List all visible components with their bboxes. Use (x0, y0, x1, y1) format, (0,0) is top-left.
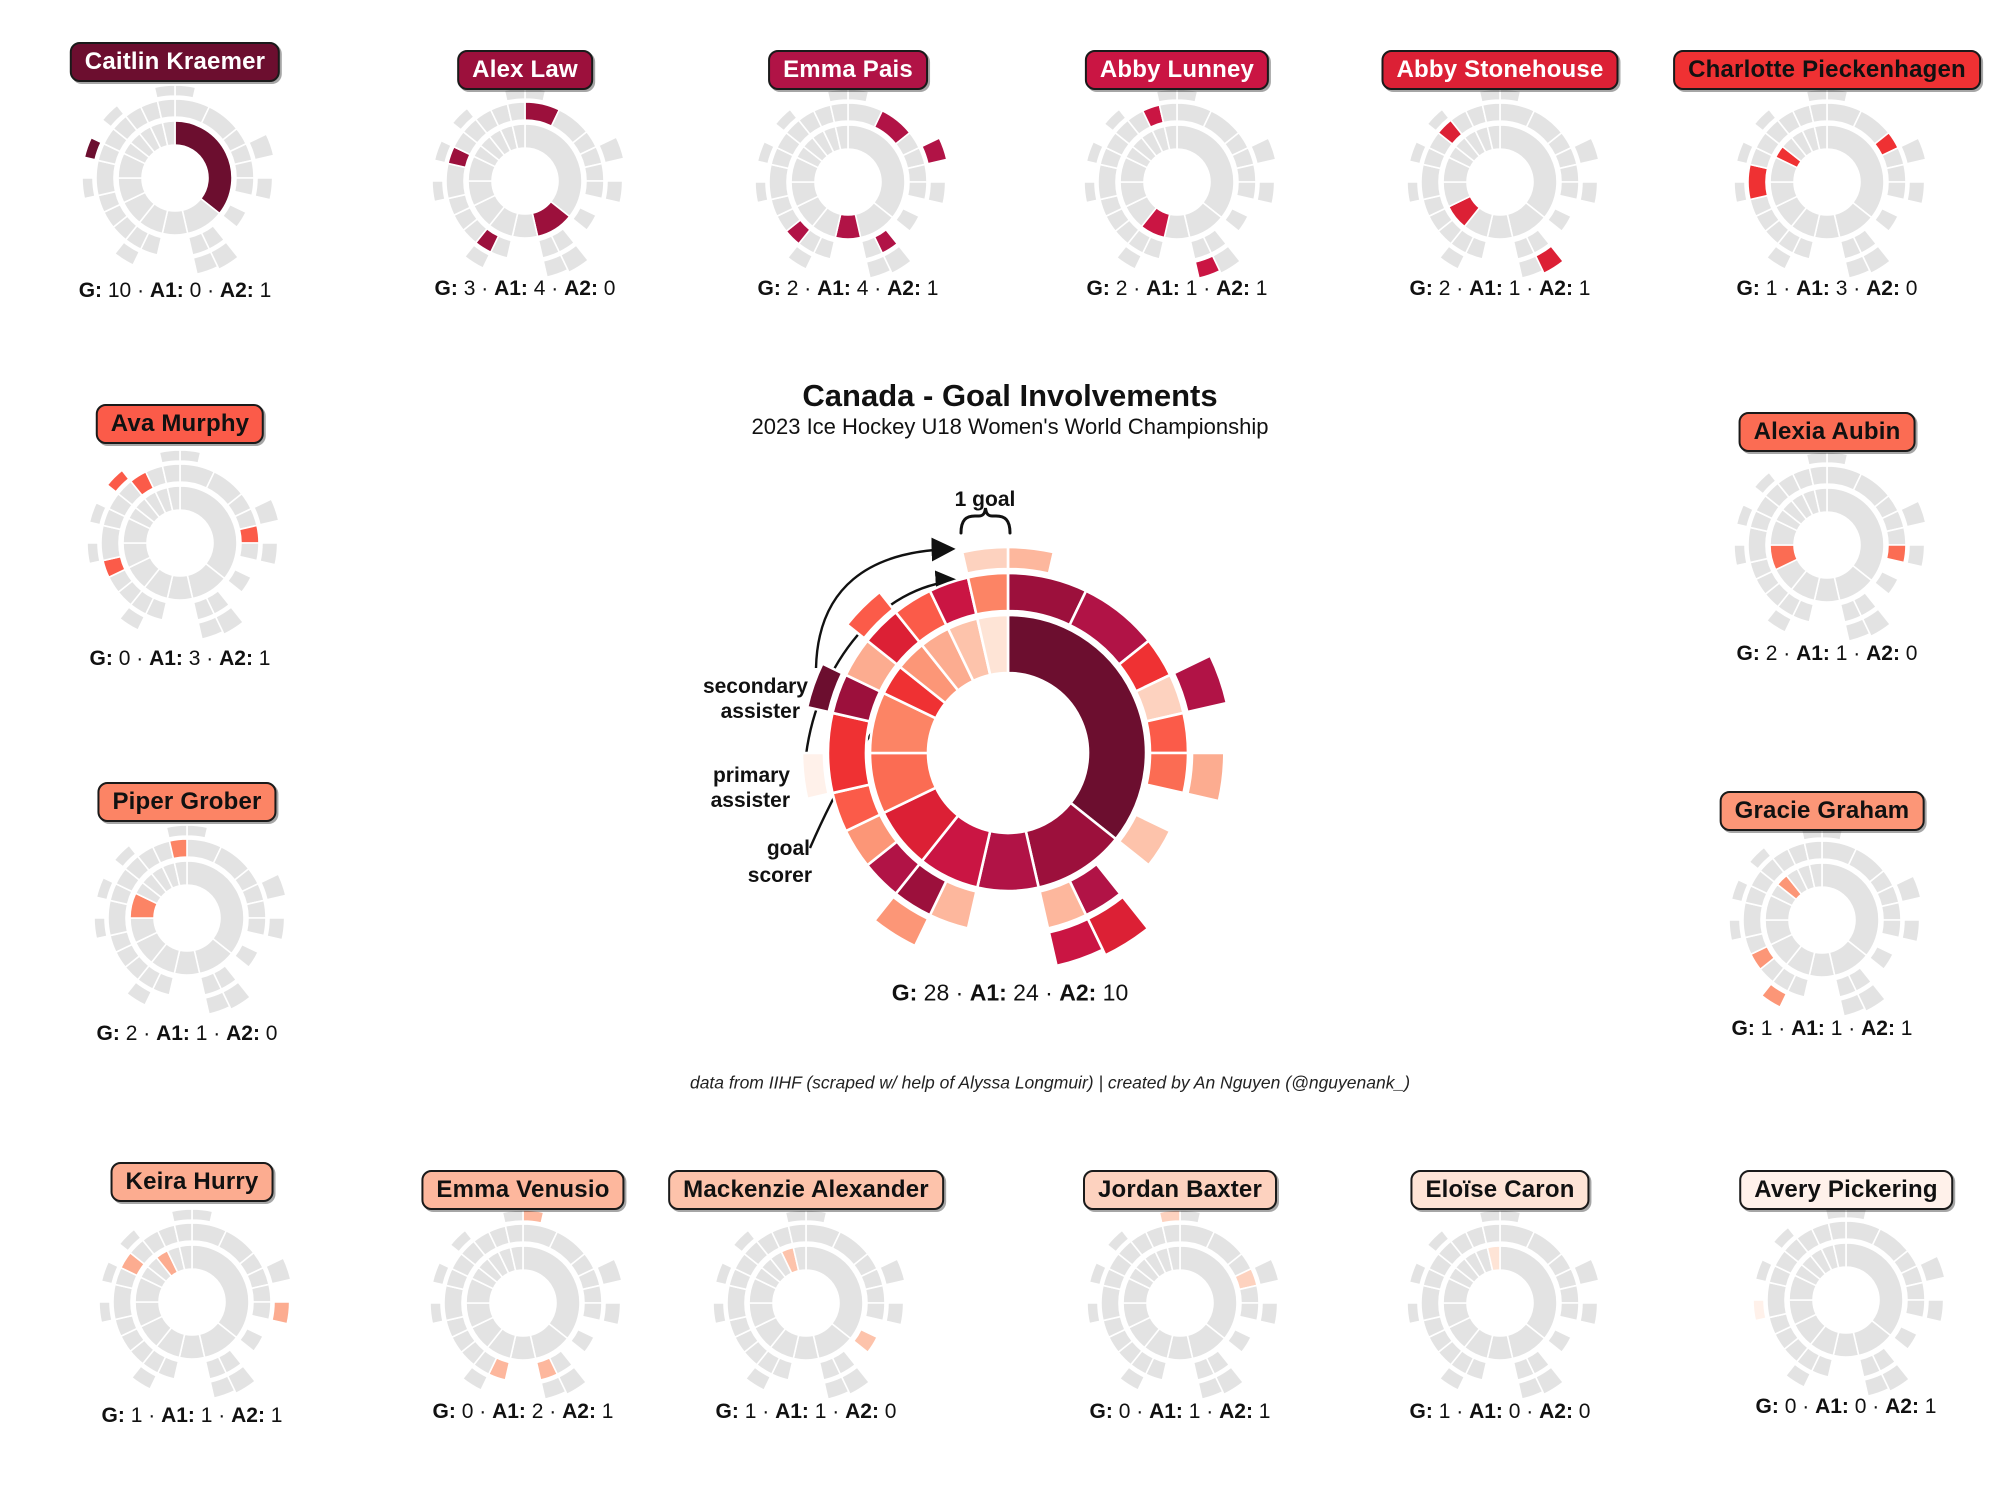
player-stats-pieckenhagen: G: 1 · A1: 3 · A2: 0 (1736, 277, 1918, 300)
sunburst-segment (1559, 164, 1579, 182)
sunburst-segment (1254, 1259, 1279, 1285)
sunburst-segment (1753, 1300, 1766, 1321)
sunburst-segment (272, 1302, 290, 1324)
sunburst-lunney (1084, 89, 1276, 278)
sunburst-segment (1236, 164, 1256, 182)
sunburst-segment (828, 713, 870, 793)
sunburst-segment (865, 1303, 885, 1321)
sunburst-segment (582, 1285, 602, 1303)
player-label-stonehouse: Abby Stonehouse (1381, 50, 1618, 90)
annotation-goal-line2: scorer (747, 864, 812, 887)
sunburst-segment (806, 1210, 827, 1223)
sunburst-segment (1734, 545, 1747, 566)
sunburst-segment (1809, 103, 1827, 123)
chart-title: Canada - Goal Involvements (802, 378, 1218, 413)
sunburst-segment (1162, 1224, 1180, 1244)
sunburst-segment (1177, 89, 1198, 102)
player-stats-stonehouse: G: 2 · A1: 1 · A2: 1 (1409, 277, 1591, 300)
sunburst-segment (239, 543, 259, 561)
sunburst-segment (502, 1210, 523, 1223)
sunburst-segment (755, 182, 768, 203)
sunburst-segment (239, 525, 259, 543)
sunburst-segment (922, 138, 947, 164)
player-stats-law: G: 3 · A1: 4 · A2: 0 (434, 277, 616, 300)
sunburst-segment (865, 1285, 885, 1303)
team-sunburst (802, 547, 1227, 966)
sunburst-segment (175, 85, 196, 98)
sunburst-segment (171, 1209, 192, 1222)
sunburst-segment (87, 543, 100, 564)
sunburst-segment (827, 89, 848, 102)
sunburst-segment (1905, 1300, 1925, 1318)
sunburst-pais (755, 89, 947, 278)
player-label-baxter: Jordan Baxter (1083, 1170, 1277, 1210)
sunburst-segment (928, 182, 946, 204)
sunburst-segment (174, 1223, 192, 1243)
sunburst-segment (180, 450, 201, 463)
player-stats-pais: G: 2 · A1: 4 · A2: 1 (757, 277, 939, 300)
sunburst-segment (228, 569, 251, 592)
sunburst-segment (597, 1259, 622, 1285)
sunburst-segment (1804, 841, 1822, 861)
sunburst-graham (1729, 827, 1921, 1016)
sunburst-segment (907, 164, 927, 182)
sunburst-segment (1407, 1303, 1420, 1324)
sunburst-segment (1901, 138, 1926, 164)
separator-dot: · (1045, 979, 1053, 1006)
sunburst-segment (261, 874, 286, 900)
player-stats-graham: G: 1 · A1: 1 · A2: 1 (1731, 1017, 1913, 1040)
sunburst-segment (266, 1258, 291, 1284)
sunburst-segment (1881, 920, 1901, 938)
player-stats-pickering: G: 0 · A1: 0 · A2: 1 (1755, 1395, 1937, 1418)
player-stats-grober: G: 2 · A1: 1 · A2: 0 (96, 1022, 278, 1045)
sunburst-segment (1743, 902, 1763, 937)
sunburst-segment (1257, 182, 1275, 204)
sunburst-segment (1548, 208, 1571, 231)
team-goals-value: 28 (923, 979, 950, 1006)
sunburst-segment (1500, 1210, 1521, 1223)
sunburst-segment (785, 1210, 806, 1223)
player-label-graham: Gracie Graham (1720, 791, 1925, 831)
sunburst-segment (848, 89, 869, 102)
sunburst-segment (267, 918, 285, 940)
chart-subtitle: 2023 Ice Hockey U18 Women's World Championship (751, 414, 1269, 439)
sunburst-segment (1421, 164, 1441, 199)
team-a1-label: A1: (969, 979, 1007, 1006)
sunburst-segment (255, 178, 273, 200)
sunburst-segment (727, 1285, 747, 1320)
sunburst-segment (1926, 1300, 1944, 1322)
sunburst-segment (603, 1303, 621, 1325)
sunburst-segment (430, 1303, 443, 1324)
sunburst-segment (1008, 547, 1054, 574)
sunburst-segment (507, 102, 525, 122)
player-label-venusio: Emma Venusio (421, 1170, 624, 1210)
sunburst-stonehouse (1407, 89, 1599, 278)
sunburst-segment (1901, 501, 1926, 527)
sunburst-segment (246, 918, 266, 936)
team-stats (892, 980, 1129, 1007)
sunburst-segment (1828, 1221, 1846, 1241)
player-stats-caron: G: 1 · A1: 0 · A2: 0 (1409, 1400, 1591, 1423)
sunburst-segment (1907, 545, 1925, 567)
sunburst-segment (1886, 164, 1906, 182)
sunburst-segment (1101, 1285, 1121, 1320)
sunburst-segment (99, 1302, 112, 1323)
sunburst-pieckenhagen (1734, 89, 1926, 278)
sunburst-segment (505, 1224, 523, 1244)
sunburst-segment (1159, 103, 1177, 123)
sunburst-segment (1084, 182, 1097, 203)
sunburst-segment (1734, 182, 1747, 203)
sunburst-segment (446, 163, 466, 198)
sunburst-segment (1225, 208, 1248, 231)
sunburst-segment (192, 1209, 213, 1222)
player-stats-venusio: G: 0 · A1: 2 · A2: 1 (432, 1400, 614, 1423)
sunburst-segment (162, 464, 180, 484)
sunburst-grober (94, 825, 286, 1014)
player-stats-aubin: G: 2 · A1: 1 · A2: 0 (1736, 642, 1918, 665)
player-label-caron: Eloïse Caron (1410, 1170, 1589, 1210)
player-label-pais: Emma Pais (768, 50, 928, 90)
sunburst-segment (1875, 208, 1898, 231)
sunburst-segment (1146, 713, 1188, 753)
sunburst-segment (254, 499, 279, 525)
annotation-secondary-line2: assister (720, 700, 800, 723)
sunburst-segment (962, 547, 1008, 574)
sunburst-segment (234, 178, 254, 196)
sunburst-segment (968, 573, 1008, 615)
sunburst-segment (1187, 753, 1224, 801)
sunburst-segment (582, 1303, 602, 1321)
sunburst-segment (573, 207, 596, 230)
sunburst-segment (584, 163, 604, 181)
sunburst-segment (157, 99, 175, 119)
player-label-lunney: Abby Lunney (1085, 50, 1269, 90)
sunburst-segment (1870, 946, 1893, 969)
sunburst-pickering (1753, 1207, 1945, 1396)
sunburst-segment (1920, 1256, 1945, 1282)
sunburst-segment (830, 103, 848, 123)
sunburst-segment (159, 450, 180, 463)
sunburst-segment (1574, 1259, 1599, 1285)
sunburst-segment (1239, 1285, 1259, 1303)
sunburst-segment (599, 137, 624, 163)
sunburst-hurry (99, 1209, 291, 1398)
sunburst-segment (101, 525, 121, 560)
sunburst-segment (1907, 182, 1925, 204)
player-label-alexander: Mackenzie Alexander (668, 1170, 944, 1210)
player-label-pieckenhagen: Charlotte Pieckenhagen (1673, 50, 1981, 90)
separator-dot: · (955, 979, 964, 1006)
credit-line: data from IIHF (scraped w/ help of Alyssa Longmuir) | created by An Nguyen (@nguyenank_) (689, 1072, 1411, 1093)
sunburst-segment (240, 1328, 263, 1351)
sunburst-segment (166, 825, 187, 838)
sunburst-segment (113, 1284, 133, 1319)
sunburst-segment (907, 182, 927, 200)
sunburst-segment (1559, 182, 1579, 200)
sunburst-segment (108, 900, 128, 935)
sunburst-segment (1236, 182, 1256, 200)
sunburst-segment (1228, 1329, 1251, 1352)
sunburst-segment (1574, 138, 1599, 164)
team-a2-value: 10 (1102, 979, 1129, 1006)
annotation-goal-line1: goal (766, 837, 810, 860)
sunburst-segment (96, 160, 116, 195)
sunburst-segment (605, 181, 623, 203)
sunburst-segment (1827, 89, 1848, 102)
player-label-kraemer: Caitlin Kraemer (70, 42, 280, 82)
sunburst-segment (1482, 103, 1500, 123)
sunburst-segment (234, 160, 254, 178)
player-stats-lunney: G: 2 · A1: 1 · A2: 1 (1086, 277, 1268, 300)
sunburst-segment (1580, 182, 1598, 204)
player-stats-kraemer: G: 10 · A1: 0 · A2: 1 (78, 279, 272, 302)
sunburst-segment (1159, 1210, 1180, 1223)
sunburst-segment (1239, 1303, 1259, 1321)
sunburst-segment (82, 178, 95, 199)
sunburst-segment (1827, 452, 1848, 465)
sunburst-segment (1156, 89, 1177, 102)
sunburst-segment (769, 164, 789, 199)
sunburst-caron (1407, 1210, 1599, 1399)
sunburst-segment (1548, 1329, 1571, 1352)
sunburst-segment (169, 839, 187, 859)
sunburst-segment (1886, 527, 1906, 545)
sunburst-segment (1479, 1210, 1500, 1223)
sunburst-segment (251, 1302, 271, 1320)
sunburst-murphy (87, 450, 279, 639)
sunburst-segment (94, 918, 107, 939)
sunburst-segment (1251, 138, 1276, 164)
sunburst-segment (1886, 182, 1906, 200)
sunburst-segment (1407, 182, 1420, 203)
sunburst-segment (788, 1224, 806, 1244)
sunburst-segment (187, 825, 208, 838)
sunburst-segment (1180, 1210, 1201, 1223)
sunburst-segment (1500, 89, 1521, 102)
annotation-secondary-line1: secondary (702, 675, 808, 698)
sunburst-segment (896, 208, 919, 231)
sunburst-venusio (430, 1210, 622, 1399)
team-goals-label: G: (891, 979, 918, 1006)
sunburst-segment (444, 1285, 464, 1320)
sunburst-segment (154, 85, 175, 98)
sunburst-segment (713, 1303, 726, 1324)
player-label-aubin: Alexia Aubin (1739, 412, 1916, 452)
sunburst-segment (1896, 876, 1921, 902)
sunburst-segment (223, 204, 246, 227)
player-stats-hurry: G: 1 · A1: 1 · A2: 1 (101, 1404, 283, 1427)
player-stats-baxter: G: 0 · A1: 1 · A2: 1 (1089, 1400, 1271, 1423)
player-stats-murphy: G: 0 · A1: 3 · A2: 1 (89, 647, 271, 670)
sunburst-baxter (1087, 1210, 1279, 1399)
sunburst-segment (1905, 1282, 1925, 1300)
sunburst-aubin (1734, 452, 1926, 641)
sunburst-segment (1580, 1303, 1598, 1325)
player-label-murphy: Ava Murphy (96, 404, 264, 444)
player-stats-alexander: G: 1 · A1: 1 · A2: 0 (715, 1400, 897, 1423)
sunburst-segment (886, 1303, 904, 1325)
sunburst-segment (1729, 920, 1742, 941)
sunburst-segment (1806, 89, 1827, 102)
player-label-pickering: Avery Pickering (1739, 1170, 1953, 1210)
player-label-grober: Piper Grober (97, 782, 276, 822)
sunburst-segment (1482, 1224, 1500, 1244)
sunburst-segment (1902, 920, 1920, 942)
sunburst-segment (1748, 164, 1768, 199)
sunburst-segment (1806, 452, 1827, 465)
sunburst-segment (1146, 753, 1188, 793)
sunburst-segment (260, 543, 278, 565)
sunburst-alexander (713, 1210, 905, 1399)
player-label-law: Alex Law (457, 50, 593, 90)
annotation-primary-line1: primary (712, 764, 790, 787)
sunburst-segment (1087, 1303, 1100, 1324)
sunburst-segment (1479, 89, 1500, 102)
team-a2-label: A2: (1059, 979, 1097, 1006)
sunburst-segment (1748, 527, 1768, 562)
annotation-one-goal: 1 goal (954, 488, 1016, 511)
sunburst-segment (880, 1259, 905, 1285)
sunburst-segment (1421, 1285, 1441, 1320)
sunburst-segment (1809, 466, 1827, 486)
player-label-hurry: Keira Hurry (111, 1162, 274, 1202)
sunburst-law (432, 88, 624, 277)
sunburst-segment (246, 900, 266, 918)
annotation-primary-line2: assister (710, 789, 790, 812)
sunburst-segment (235, 944, 258, 967)
sunburst-segment (571, 1329, 594, 1352)
sunburst-kraemer (82, 85, 274, 274)
sunburst-segment (1886, 545, 1906, 563)
sunburst-segment (523, 1210, 544, 1223)
sunburst-segment (1881, 902, 1901, 920)
sunburst-segment (1894, 1326, 1917, 1349)
sunburst-segment (854, 1329, 877, 1352)
sunburst-segment (1875, 571, 1898, 594)
sunburst-segment (584, 181, 604, 199)
sunburst-segment (432, 181, 445, 202)
sunburst-segment (249, 134, 274, 160)
sunburst-segment (1559, 1303, 1579, 1321)
sunburst-segment (802, 753, 829, 799)
team-a1-value: 24 (1013, 979, 1039, 1006)
sunburst-segment (1767, 1282, 1787, 1317)
sunburst-segment (251, 1284, 271, 1302)
sunburst-segment (1260, 1303, 1278, 1325)
sunburst-segment (1098, 164, 1118, 199)
sunburst-segment (1559, 1285, 1579, 1303)
